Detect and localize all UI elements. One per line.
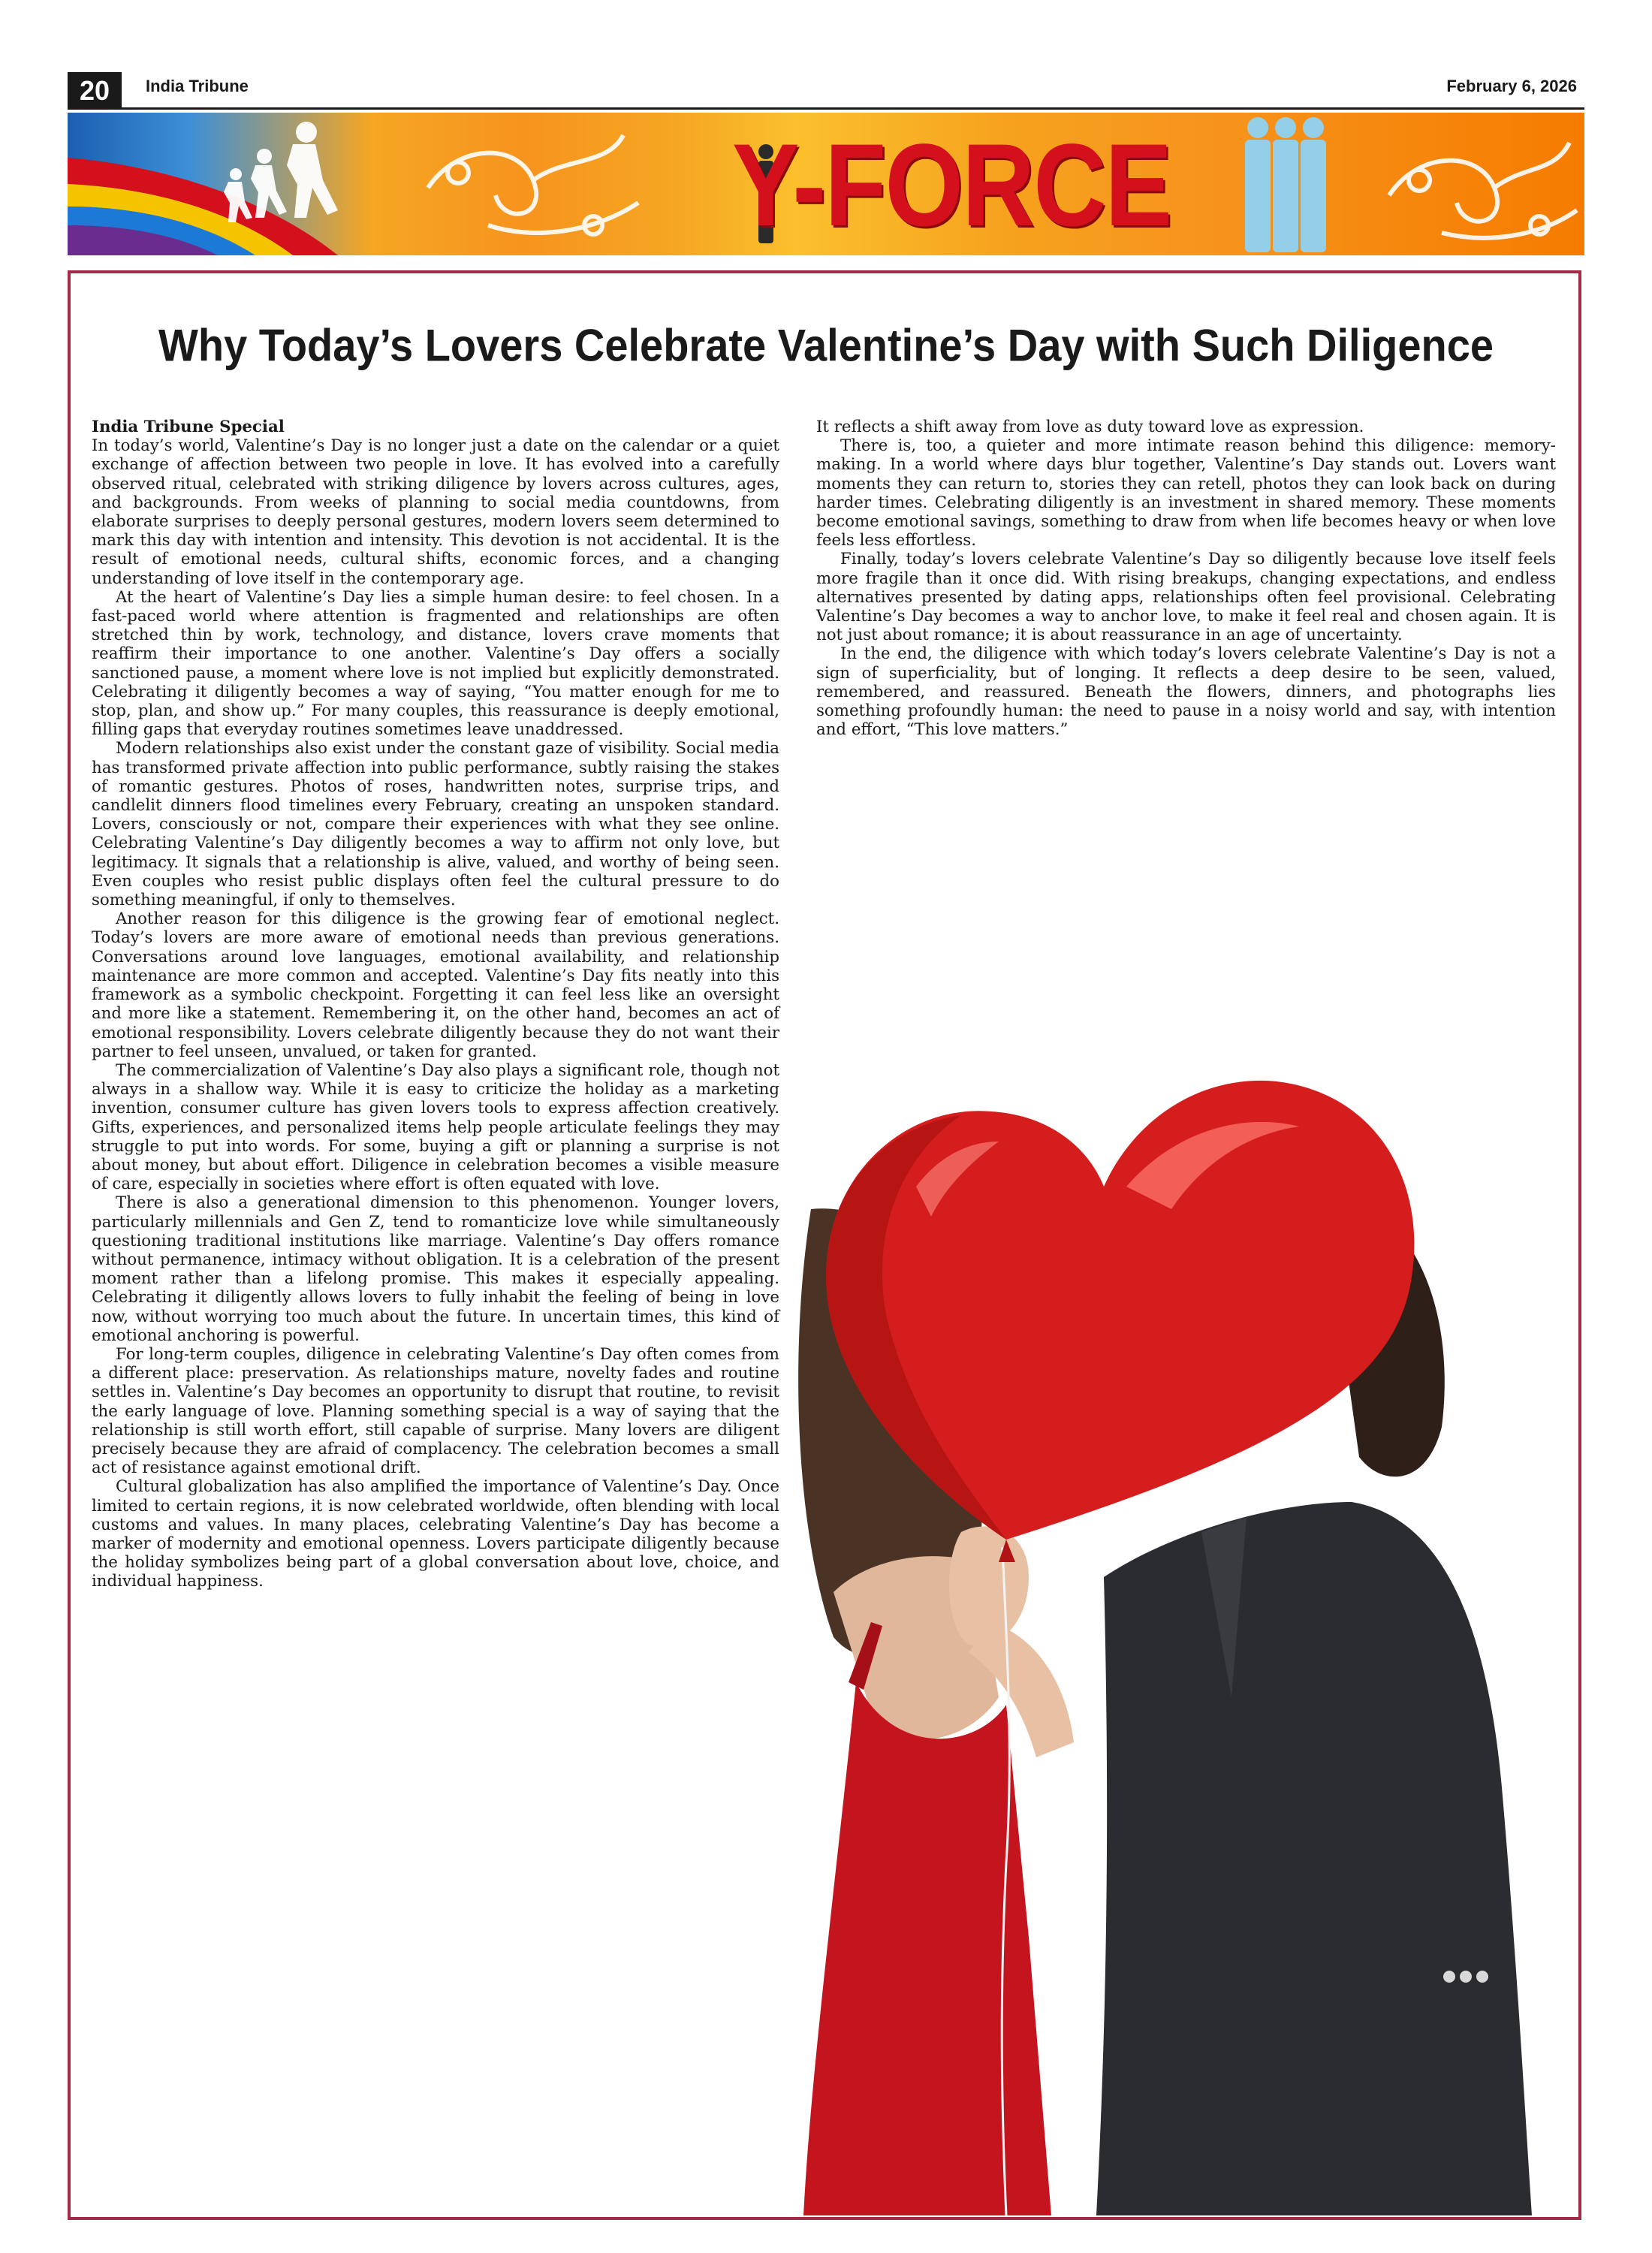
- runners-icon: [224, 122, 338, 222]
- section-title: Y-FORCE: [732, 120, 1171, 251]
- header-rule: [68, 107, 1584, 110]
- paragraph: In the end, the diligence with which today’s lovers celebrate Valentine’s Day is not a sign of superficiality, but of longing. It reflects a deep desire to be seen, valued, remembered, and reassured. Beneath the flowers, dinners, and photographs lies something profoundly human: the need to pause in a noisy world and say, with intention and effort, “This love matters.”: [816, 644, 1556, 740]
- section-banner: [68, 113, 1584, 255]
- page-number: 20: [68, 72, 122, 110]
- paragraph: At the heart of Valentine’s Day lies a simple human desire: to feel chosen. In a fast-paced world where attention is fragmented and relationships are often stretched thin by work, technology, and distance, lovers crave moments that reaffirm their importance to one another. Valentine’s Day offers a socially sanctioned pause, a moment where love is not implied but explicitly demonstrated. Celebrating it diligently becomes a way of saying, “You matter enough for me to stop, plan, and show up.” For many couples, this reassurance is deeply emotional, filling gaps that everyday routines sometimes leave unaddressed.: [92, 587, 779, 740]
- paragraph: India Tribune Special In today’s world, Valentine’s Day is no longer just a date on the calendar or a quiet exchange of affection between two people in love. It has evolved into a carefully observed ritual, celebrated with striking diligence by lovers across cultures, ages, and backgrounds. From weeks of planning to social media countdowns, from elaborate surprises to deeply personal gestures, modern lovers seem determined to mark this day with intention and intensity. This devotion is not accidental. It is the result of emotional needs, cultural shifts, economic forces, and a changing understanding of love itself in the contemporary age.: [92, 418, 779, 588]
- left-ornament-icon: [428, 135, 638, 234]
- man-suit: [1096, 1502, 1532, 2215]
- red-dress: [803, 1682, 1051, 2215]
- paragraph: Cultural globalization has also amplified the importance of Valentine’s Day. Once limited to certain regions, it is now celebrated worldwide, often blending with local customs and values. In many places, celebrating Valentine’s Day has become a marker of modernity and emotional openness. Lovers participate diligently because the holiday symbolizes being part of a global conversation about love, choice, and individual happiness.: [92, 1477, 779, 1591]
- paragraph: For long-term couples, diligence in celebrating Valentine’s Day often comes from a different place: preservation. As relationships mature, novelty fades and routine settles in. Valentine’s Day becomes an opportunity to disrupt that routine, to revisit the early language of love. Planning something special is a way of saying that the relationship is still worth effort, still capable of surprise. Many lovers are diligent precisely because they are afraid of complacency. The celebration becomes a small act of resistance against emotional drift.: [92, 1344, 779, 1478]
- article-column-1: [92, 418, 779, 1591]
- byline: India Tribune Special: [92, 418, 285, 436]
- publication-name: India Tribune: [146, 77, 249, 95]
- paragraph: It reflects a shift away from love as duty toward love as expression.: [816, 418, 1364, 436]
- paragraph: Another reason for this diligence is the growing fear of emotional neglect. Today’s lovers are more aware of emotional needs than previous generations. Conversations around love languages, emotional availability, and relationship maintenance are more common and accepted. Valentine’s Day fits neatly into this framework as a symbolic checkpoint. Forgetting it can feel less like an oversight and more like a statement. Remembering it, on the other hand, becomes an act of emotional responsibility. Lovers celebrate diligently because they do not want their partner to feel unseen, unvalued, or taken for granted.: [92, 909, 779, 1061]
- paragraph: Finally, today’s lovers celebrate Valentine’s Day so diligently because love itself feels more fragile than it once did. With rising breakups, changing expectations, and endless alternatives presented by dating apps, relationships often feel provisional. Celebrating Valentine’s Day becomes a way to anchor love, to make it feel real and chosen again. It is not just about romance; it is about reassurance in an age of uncertainty.: [816, 550, 1556, 645]
- page-header: [68, 72, 1584, 107]
- article-headline: Why Today’s Lovers Celebrate Valentine’s Day with Such Diligence: [158, 319, 1494, 371]
- issue-date: February 6, 2026: [1446, 77, 1577, 95]
- businessmen-icon: [1245, 117, 1326, 252]
- paragraph: The commercialization of Valentine’s Day also plays a significant role, though not always in a shallow way. While it is easy to criticize the holiday as a marketing invention, consumer culture has given lovers tools to express affection creatively. Gifts, experiences, and personalized items help people articulate feelings they may struggle to put into words. For some, buying a gift or planning a surprise is not about money, but about effort. Diligence in celebration becomes a visible measure of care, especially in societies where effort is often equated with love.: [92, 1060, 779, 1194]
- article-column-2: [816, 418, 1556, 739]
- paragraph: There is also a generational dimension to this phenomenon. Younger lovers, particularly millennials and Gen Z, tend to romanticize love while simultaneously questioning traditional institutions like marriage. Valentine’s Day offers romance without permanence, intimacy without obligation. It is a celebration of the present moment rather than a lifelong promise. This makes it especially appealing. Celebrating it diligently allows lovers to fully inhabit the feeling of being in love now, without worrying too much about the future. In uncertain times, this kind of emotional anchoring is powerful.: [92, 1193, 779, 1345]
- paragraph: There is, too, a quieter and more intimate reason behind this diligence: memory-making. In a world where days blur together, Valentine’s Day stands out. Lovers want moments they can return to, stories they can retell, photos they can look back on during harder times. Celebrating diligently is an investment in shared memory. These moments become emotional savings, something to draw from when life becomes heavy or when love feels less effortless.: [816, 436, 1556, 550]
- couple-heart-balloon-photo: [781, 961, 1580, 2215]
- paragraph: Modern relationships also exist under the constant gaze of visibility. Social media has transformed private affection into public performance, subtly raising the stakes of romantic gestures. Photos of roses, handwritten notes, surprise trips, and candlelit dinners flood timelines every February, creating an unspoken standard. Lovers, consciously or not, compare their experiences with what they see online. Celebrating Valentine’s Day diligently becomes a way to affirm not only love, but legitimacy. It signals that a relationship is alive, valued, and worthy of being seen. Even couples who resist public displays often feel the cultural pressure to do something meaningful, if only to themselves.: [92, 739, 779, 910]
- right-ornament-icon: [1389, 143, 1577, 238]
